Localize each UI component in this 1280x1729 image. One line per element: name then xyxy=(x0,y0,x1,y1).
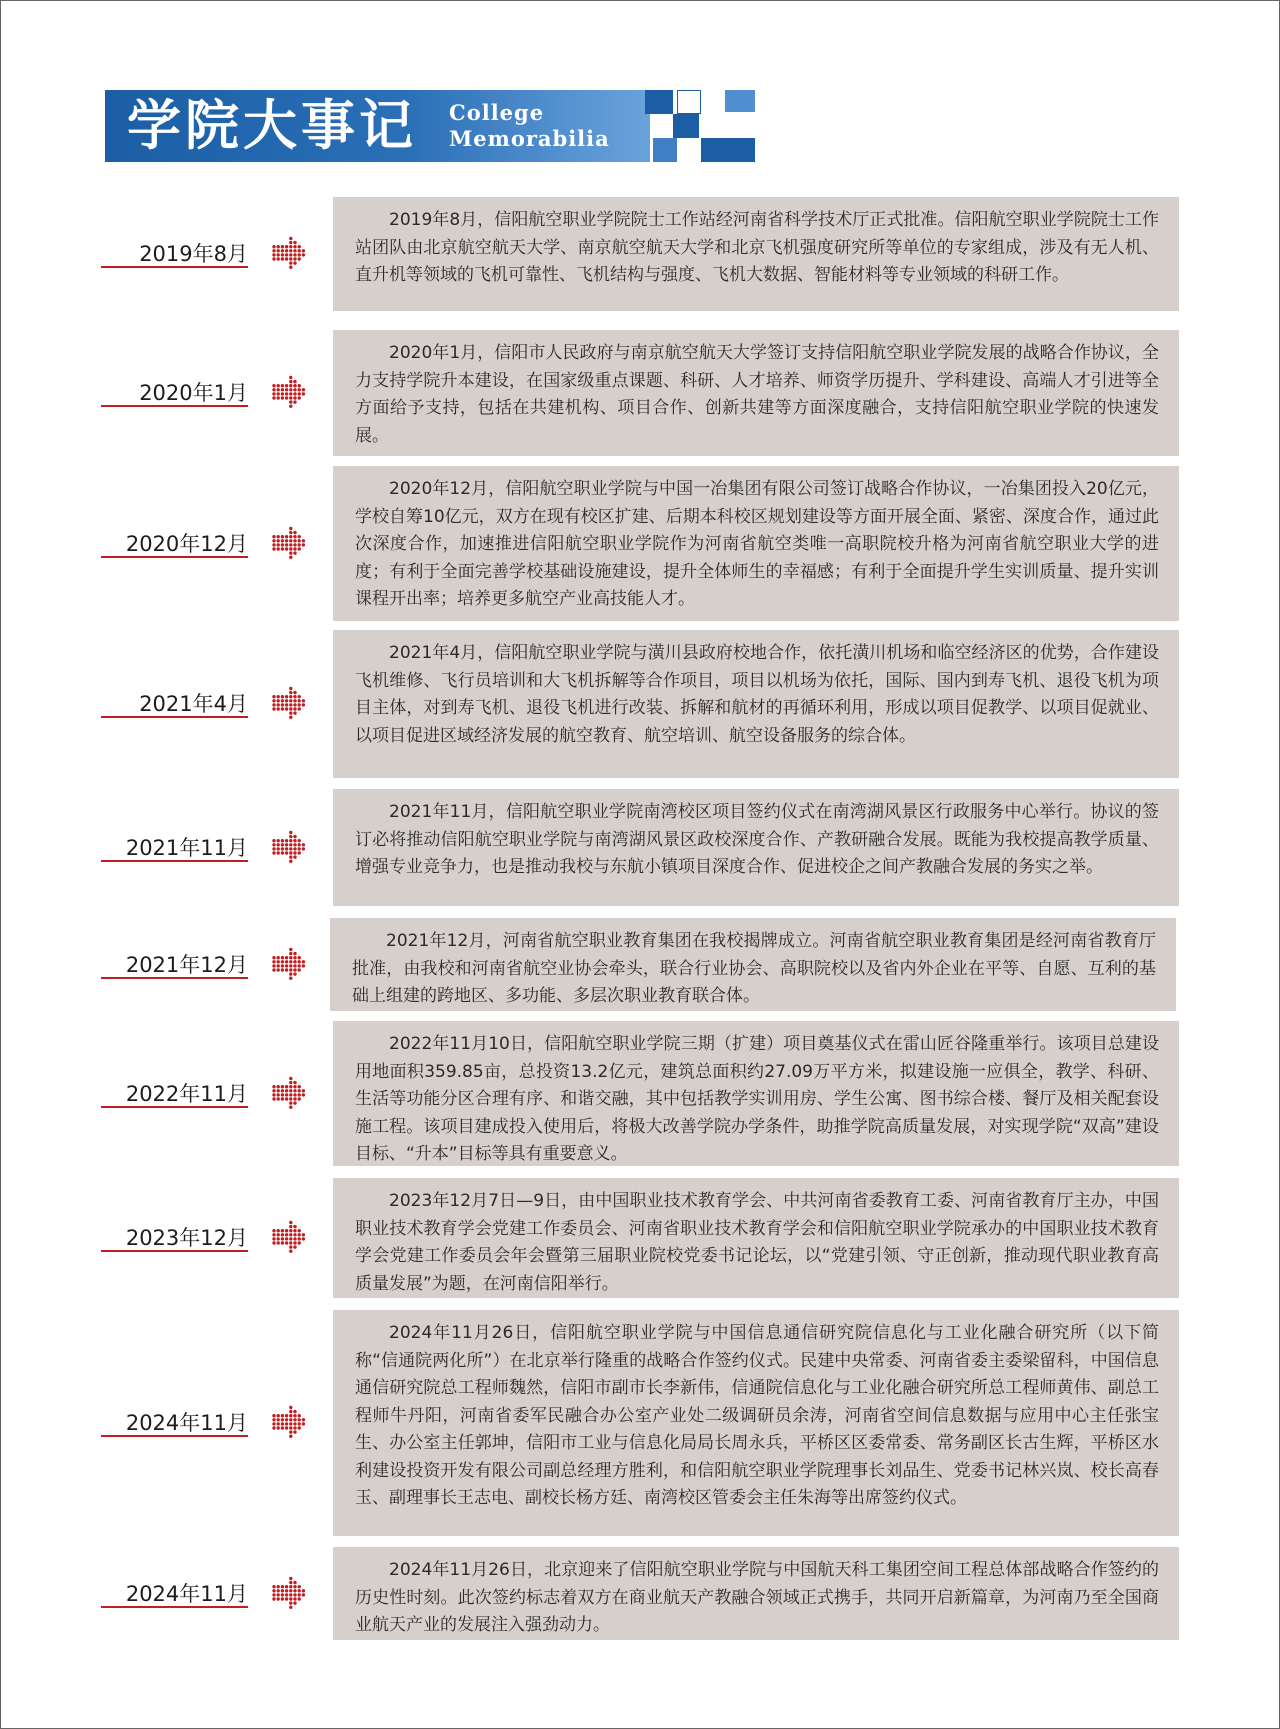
header-english-line-1: College xyxy=(449,100,545,125)
header-english-line-2: Memorabilia xyxy=(449,126,610,151)
event-date: 2024年11月 xyxy=(125,1581,248,1606)
event-description: 2019年8月，信阳航空职业学院院士工作站经河南省科学技术厅正式批准。信阳航空职业学院院士工作站团队由北京航空航天大学、南京航空航天大学和北京飞机强度研究所等单位的专家组成，涉及有无人机、直升机等领域的飞机可靠性、飞机结构与强度、飞机大数据、智能材料等专业领域的科研工作。 xyxy=(333,197,1179,311)
decor-square xyxy=(653,138,677,162)
decor-square xyxy=(677,90,701,114)
event-date-group xyxy=(101,1216,301,1260)
event-date: 2022年11月 xyxy=(125,1081,248,1106)
event-date-group xyxy=(101,1401,301,1445)
date-underline xyxy=(101,1250,248,1252)
date-underline xyxy=(101,1606,248,1608)
timeline-row xyxy=(1,918,1279,1011)
dotted-arrow-icon xyxy=(271,1576,311,1610)
event-date-group xyxy=(101,943,301,987)
decor-square xyxy=(701,138,755,162)
event-description: 2021年4月，信阳航空职业学院与潢川县政府校地合作，依托潢川机场和临空经济区的优势，合作建设飞机维修、飞行员培训和大飞机拆解等合作项目，项目以机场为依托，国际、国内到寿飞机、退役飞机为项目主体，对到寿飞机、退役飞机进行改装、拆解和航材的再循环利用，形成以项目促教学、以项目促就业、以项目促进区域经济发展的航空教育、航空培训、航空设备服务的综合体。 xyxy=(333,630,1179,778)
event-description: 2020年12月，信阳航空职业学院与中国一冶集团有限公司签订战略合作协议，一冶集团投入20亿元，学校自筹10亿元，双方在现有校区扩建、后期本科校区规划建设等方面开展全面、紧密、深度合作，通过此次深度合作，加速推进信阳航空职业学院作为河南省航空类唯一高职院校升格为河南省航空职业大学的进度；有利于全面完善学校基础设施建设，提升全体师生的幸福感；有利于全面提升学生实训质量、提升实训课程开出率；培养更多航空产业高技能人才。 xyxy=(333,466,1179,621)
event-description: 2021年11月，信阳航空职业学院南湾校区项目签约仪式在南湾湖风景区行政服务中心举行。协议的签订必将推动信阳航空职业学院与南湾湖风景区政校深度合作、产教研融合发展。既能为我校提高教学质量、增强专业竞争力，也是推动我校与东航小镇项目深度合作、促进校企之间产教融合发展的务实之举。 xyxy=(333,789,1179,906)
timeline-row xyxy=(1,789,1279,906)
event-description: 2023年12月7日—9日，由中国职业技术教育学会、中共河南省委教育工委、河南省教育厅主办，中国职业技术教育学会党建工作委员会、河南省职业技术教育学会和信阳航空职业学院承办的中国职业技术教育学会党建工作委员会年会暨第三届职业院校党委书记论坛，以“党建引领、守正创新，推动现代职业教育高质量发展”为题，在河南信阳举行。 xyxy=(333,1178,1179,1298)
event-description: 2022年11月10日，信阳航空职业学院三期（扩建）项目奠基仪式在雷山匠谷隆重举行。该项目总建设用地面积359.85亩，总投资13.2亿元，建筑总面积约27.09万平方米，拟建设施一应俱全，教学、科研、生活等功能分区合理有序、和谐交融，其中包括教学实训用房、学生公寓、图书综合楼、餐厅及相关配套设施工程。该项目建成投入使用后，将极大改善学院办学条件，助推学院高质量发展，对实现学院“双高”建设目标、“升本”目标等具有重要意义。 xyxy=(333,1021,1179,1166)
timeline-row xyxy=(1,1021,1279,1166)
dotted-arrow-icon xyxy=(271,526,311,560)
decor-square xyxy=(725,90,755,112)
event-date: 2019年8月 xyxy=(139,242,248,266)
timeline-row xyxy=(1,466,1279,621)
timeline-row xyxy=(1,1310,1279,1536)
timeline-row xyxy=(1,1547,1279,1640)
dotted-arrow-icon xyxy=(271,947,311,981)
event-description: 2021年12月，河南省航空职业教育集团在我校揭牌成立。河南省航空职业教育集团是经河南省教育厅批准，由我校和河南省航空业协会牵头，联合行业协会、高职院校以及省内外企业在平等、自愿、互利的基础上组建的跨地区、多功能、多层次职业教育联合体。 xyxy=(330,918,1176,1011)
decor-square xyxy=(673,114,699,138)
dotted-arrow-icon xyxy=(271,686,311,720)
event-date-group xyxy=(101,522,301,566)
dotted-arrow-icon xyxy=(271,1405,311,1439)
timeline-row xyxy=(1,630,1279,778)
date-underline xyxy=(101,977,248,979)
timeline-row xyxy=(1,330,1279,456)
event-date: 2021年12月 xyxy=(125,952,248,977)
event-date-group xyxy=(101,682,301,726)
event-date: 2021年11月 xyxy=(125,835,248,860)
event-date-group xyxy=(101,371,301,415)
event-date-group xyxy=(101,826,301,870)
event-description: 2024年11月26日，信阳航空职业学院与中国信息通信研究院信息化与工业化融合研究所（以下简称“信通院两化所”）在北京举行隆重的战略合作签约仪式。民建中央常委、河南省委主委梁留科，中国信息通信研究院总工程师魏然，信阳市副市长李新伟，信通院信息化与工业化融合研究所总工程师黄伟、副总工程师牛丹阳，河南省委军民融合办公室产业处二级调研员余涛，河南省空间信息数据与应用中心主任张宝生、办公室主任郭坤，信阳市工业与信息化局局长周永兵，平桥区区委常委、常务副区长古生辉，平桥区水利建设投资开发有限公司副总经理方胜利，和信阳航空职业学院理事长刘品生、党委书记林兴岚、校长高春玉、副理事长王志电、副校长杨方廷、南湾校区管委会主任朱海等出席签约仪式。 xyxy=(333,1310,1179,1536)
dotted-arrow-icon xyxy=(271,1220,311,1254)
event-date: 2023年12月 xyxy=(125,1226,248,1250)
event-date-group xyxy=(101,1572,301,1616)
timeline-row xyxy=(1,1178,1279,1298)
dotted-arrow-icon xyxy=(271,375,311,409)
timeline-row xyxy=(1,197,1279,311)
date-underline xyxy=(101,556,248,558)
section-header xyxy=(105,90,699,162)
date-underline xyxy=(101,405,248,407)
decor-square xyxy=(645,90,673,114)
date-underline xyxy=(101,1106,248,1108)
event-date: 2020年1月 xyxy=(139,381,248,405)
event-date: 2024年11月 xyxy=(125,1411,248,1435)
date-underline xyxy=(101,716,248,718)
header-english-title xyxy=(449,100,610,152)
dotted-arrow-icon xyxy=(271,830,311,864)
event-description: 2020年1月，信阳市人民政府与南京航空航天大学签订支持信阳航空职业学院发展的战略合作协议，全力支持学院升本建设，在国家级重点课题、科研、人才培养、师资学历提升、学科建设、高端人才引进等全方面给予支持，包括在共建机构、项目合作、创新共建等方面深度融合，支持信阳航空职业学院的快速发展。 xyxy=(333,330,1179,456)
page-title: 学院大事记 xyxy=(127,94,417,157)
event-date: 2021年4月 xyxy=(139,692,248,716)
event-date: 2020年12月 xyxy=(125,531,248,556)
dotted-arrow-icon xyxy=(271,236,311,270)
date-underline xyxy=(101,1435,248,1437)
date-underline xyxy=(101,860,248,862)
dotted-arrow-icon xyxy=(271,1076,311,1110)
event-date-group xyxy=(101,232,301,276)
date-underline xyxy=(101,266,248,268)
event-date-group xyxy=(101,1072,301,1116)
event-description: 2024年11月26日，北京迎来了信阳航空职业学院与中国航天科工集团空间工程总体部战略合作签约的历史性时刻。此次签约标志着双方在商业航天产教融合领域正式携手，共同开启新篇章，为河南乃至全国商业航天产业的发展注入强劲动力。 xyxy=(333,1547,1179,1640)
